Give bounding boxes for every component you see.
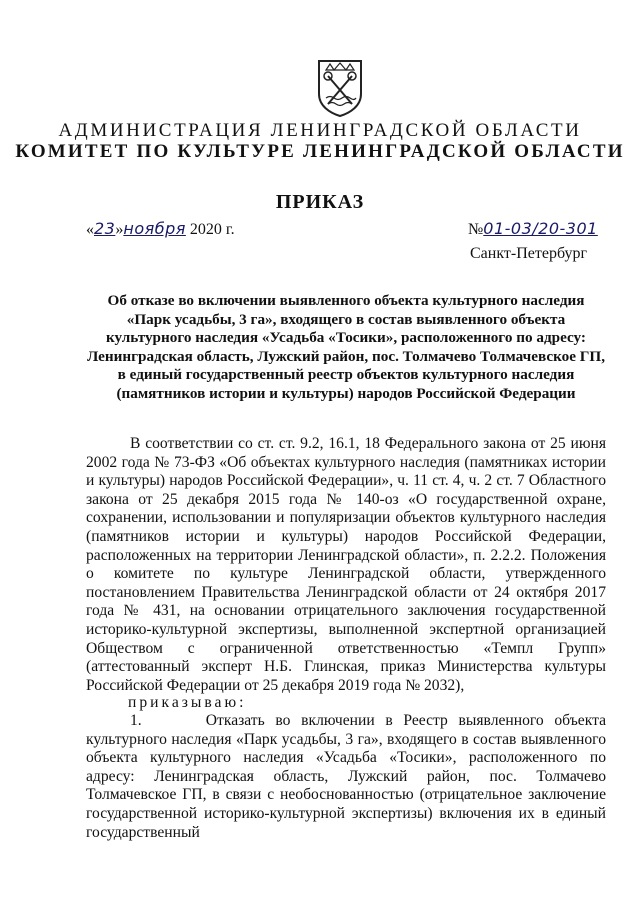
document-body [86, 435, 606, 695]
document-title: ПРИКАЗ [275, 191, 365, 213]
coat-of-arms-icon [316, 58, 364, 118]
document-subject: Об отказе во включении выявленного объекта культурного наследия «Парк усадьбы, 3 га», входящего в состав выявленного объекта культурного наследия «Усадьба «Тосики», расположенного по адресу: Ленинградская область, Лужский район, пос. Толмачево Толмачевское ГП, в единый государственный реестр объектов культурного наследия (памятников истории и культуры) народов Российской Федерации [86, 292, 606, 402]
document-date [86, 219, 235, 239]
order-item-1-text: 1. Отказать во включении в Реестр выявленного объекта культурного наследия «Парк усадьбы, 3 га», входящего в состав выявленного объекта культурного наследия «Усадьба «Тосики», расположенного по адресу: Ленинградская область, Лужский район, пос. Толмачево Толмачевское ГП, в связи с необоснованностью (отрицательное заключение государственной историко-культурной экспертизы) включения их в единый государственный [86, 712, 606, 841]
order-item-1 [86, 712, 606, 842]
document-number [468, 219, 598, 239]
organization-name: АДМИНИСТРАЦИЯ ЛЕНИНГРАДСКОЙ ОБЛАСТИ [58, 120, 582, 141]
date-month: ноября [123, 219, 186, 238]
committee-name: КОМИТЕТ ПО КУЛЬТУРЕ ЛЕНИНГРАДСКОЙ ОБЛАСТИ [15, 141, 625, 162]
order-word: приказываю: [128, 694, 247, 711]
document-city: Санкт-Петербург [470, 245, 588, 262]
body-paragraph: В соответствии со ст. ст. 9.2, 16.1, 18 Федерального закона от 25 июня 2002 года № 73-ФЗ «Об объектах культурного наследия (памятниках истории и культуры) народов Российской Федерации», ч. 11 ст. 4, ч. 2 ст. 7 Областного закона от 25 декабря 2015 года № 140-оз «О государственной охране, сохранении, использовании и популяризации объектов культурного наследия (памятников истории и культуры) народов Российской Федерации, расположенных на территории Ленинградской области», п. 2.2.2. Положения о комитете по культуре Ленинградской области, утвержденного постановлением Правительства Ленинградской области от 24 октября 2017 года № 431, на основании отрицательного заключения государственной историко-культурной экспертизы, выполненной экспертной организацией Обществом с ограниченной ответственностью «Темпл Групп» (аттестованный эксперт Н.Б. Глинская, приказ Министерства культуры Российской Федерации от 25 декабря 2019 года № 2032), [86, 435, 606, 694]
number-value: 01-03/20-301 [483, 219, 598, 238]
date-year: 2020 г. [185, 221, 235, 238]
date-day: 23 [94, 219, 116, 238]
number-prefix: № [468, 221, 484, 238]
date-close-quote: » [115, 221, 124, 238]
date-open-quote: « [86, 221, 94, 238]
